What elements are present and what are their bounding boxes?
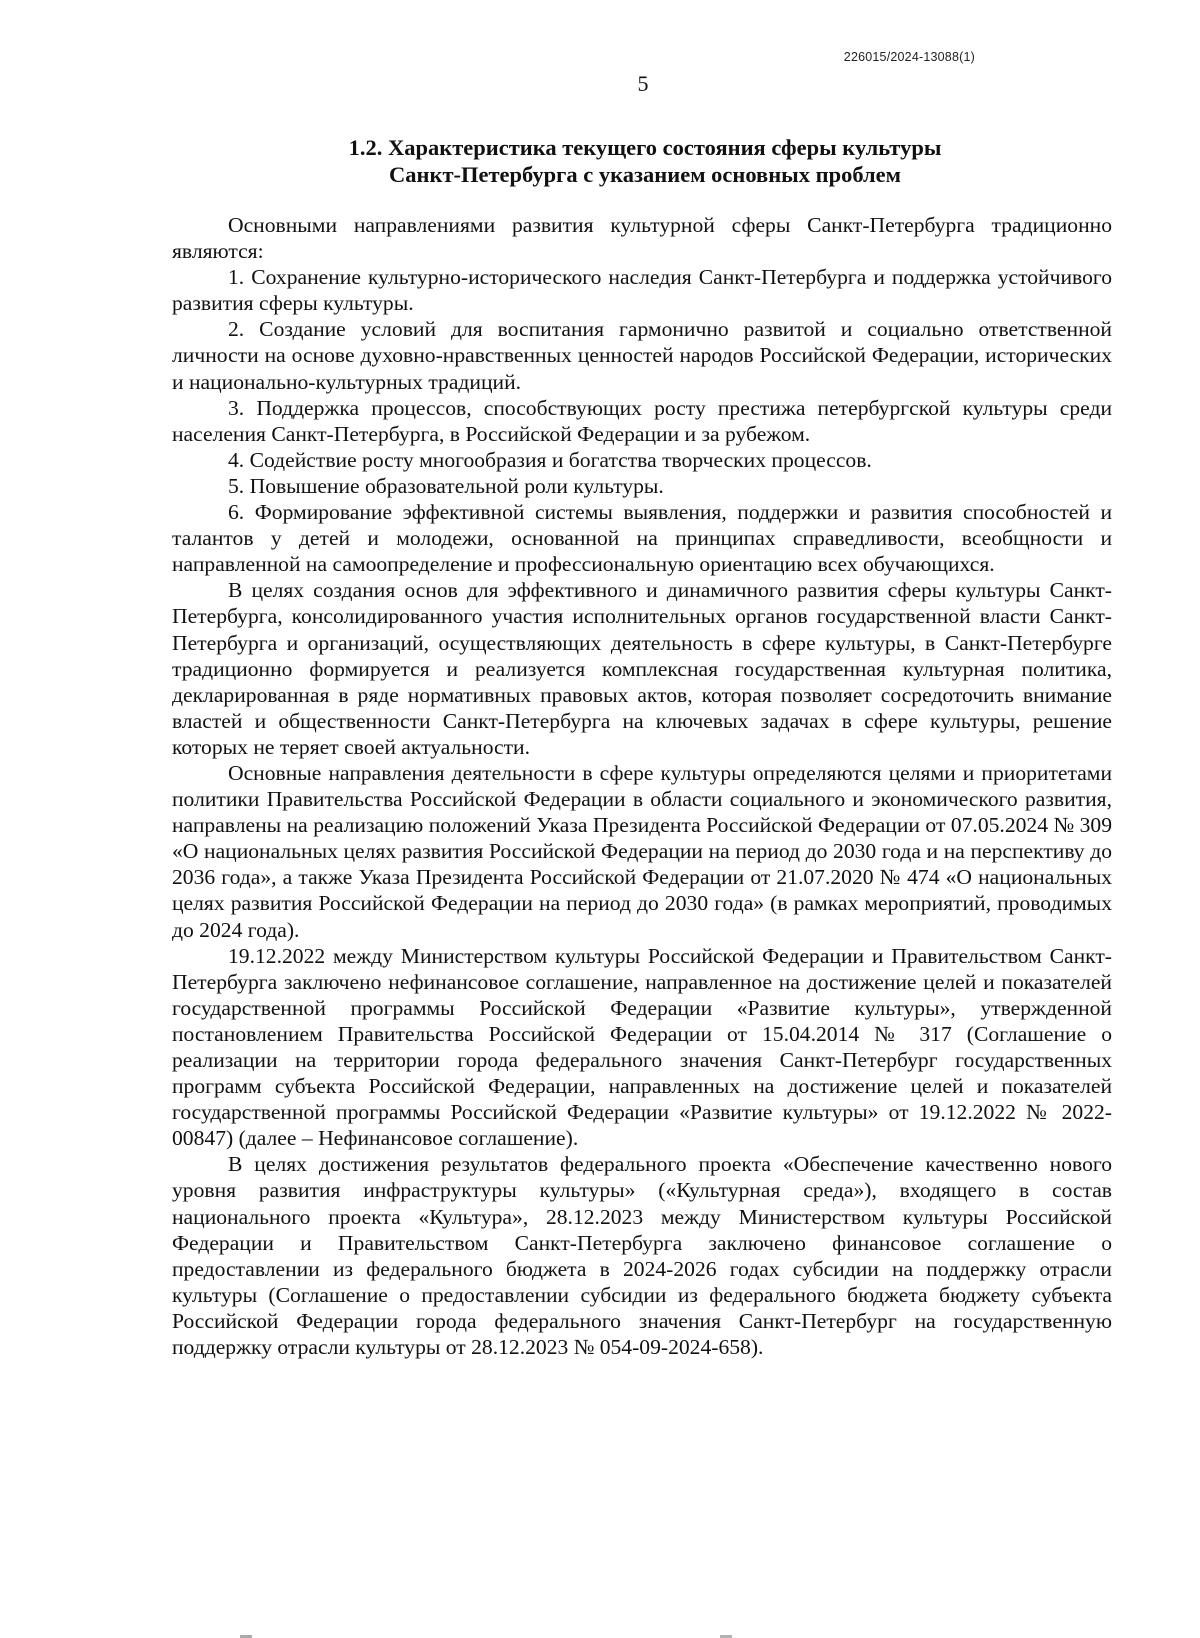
paragraph-main-directions: Основные направления деятельности в сфере культуры определяются целями и приоритетами политики Правительства Российской Федерации в области социального и экономического развития, направлены на реализацию положений Указа Президента Российской Федерации от 07.05.2024 № 309 «О национальных целях развития Российской Федерации на период до 2030 года и на перспективу до 2036 года», а также Указа Президента Российской Федерации от 21.07.2020 № 474 «О национальных целях развития Российской Федерации на период до 2030 года» (в рамках мероприятий, проводимых до 2024 года). (172, 760, 1112, 942)
section-heading-line-1: 1.2. Характеристика текущего состояния сферы культуры (348, 135, 942, 160)
section-heading (170, 134, 1120, 188)
list-item-3: 3. Поддержка процессов, способствующих росту престижа петербургской культуры среди населения Санкт-Петербурга, в Российской Федерации и за рубежом. (172, 395, 1112, 446)
paragraph-intro: Основными направлениями развития культурной сферы Санкт-Петербурга традиционно являются: (172, 213, 1112, 264)
paragraph-nonfinancial-agreement: 19.12.2022 между Министерством культуры Российской Федерации и Правительством Санкт-Петербурга заключено нефинансовое соглашение, направленное на достижение целей и показателей государственной программы Российской Федерации «Развитие культуры», утвержденной постановлением Правительства Российской Федерации от 15.04.2014 № 317 (Соглашение о реализации на территории города федерального значения Санкт-Петербург государственных программ субъекта Российской Федерации, направленных на достижение целей и показателей государственной программы Российской Федерации «Развитие культуры» от 19.12.2022 № 2022-00847) (далее – Нефинансовое соглашение). (172, 943, 1112, 1151)
paragraph-cultural-policy: В целях создания основ для эффективного и динамичного развития сферы культуры Санкт-Петербурга, консолидированного участия исполнительных органов государственной власти Санкт-Петербурга и организаций, осуществляющих деятельность в сфере культуры, в Санкт-Петербурге традиционно формируется и реализуется комплексная государственная культурная политика, декларированная в ряде нормативных правовых актов, которая позволяет сосредоточить внимание властей и общественности Санкт-Петербурга на ключевых задачах в сфере культуры, решение которых не теряет своей актуальности. (172, 578, 1112, 759)
list-item-6: 6. Формирование эффективной системы выявления, поддержки и развития способностей и талантов у детей и молодежи, основанной на принципах справедливости, всеобщности и направленной на самоопределение и профессиональную ориентацию всех обучающихся. (172, 500, 1112, 577)
list-item-5: 5. Повышение образовательной роли культуры. (228, 473, 664, 498)
document-body (172, 212, 1112, 1360)
list-item-4: 4. Содействие росту многообразия и богатства творческих процессов. (228, 447, 872, 472)
list-item-1: 1. Сохранение культурно-исторического наследия Санкт-Петербурга и поддержка устойчивого развития сферы культуры. (172, 265, 1112, 316)
list-item-2: 2. Создание условий для воспитания гармонично развитой и социально ответственной личности на основе духовно-нравственных ценностей народов Российской Федерации, исторических и национально-культурных традиций. (172, 317, 1112, 394)
page-number: 5 (637, 71, 649, 96)
paragraph-financial-agreement: В целях достижения результатов федерального проекта «Обеспечение качественно нового уровня развития инфраструктуры культуры» («Культурная среда»), входящего в состав национального проекта «Культура», 28.12.2023 между Министерством культуры Российской Федерации и Правительством Санкт-Петербурга заключено финансовое соглашение о предоставлении из федерального бюджета в 2024-2026 годах субсидии на поддержку отрасли культуры (Соглашение о предоставлении субсидии из федерального бюджета бюджету субъекта Российской Федерации города федерального значения Санкт-Петербург на государственную поддержку отрасли культуры от 28.12.2023 № 054-09-2024-658). (172, 1152, 1112, 1360)
document-registration-number: 226015/2024-13088(1) (843, 50, 975, 64)
section-heading-line-2: Санкт-Петербурга с указанием основных проблем (389, 162, 901, 187)
